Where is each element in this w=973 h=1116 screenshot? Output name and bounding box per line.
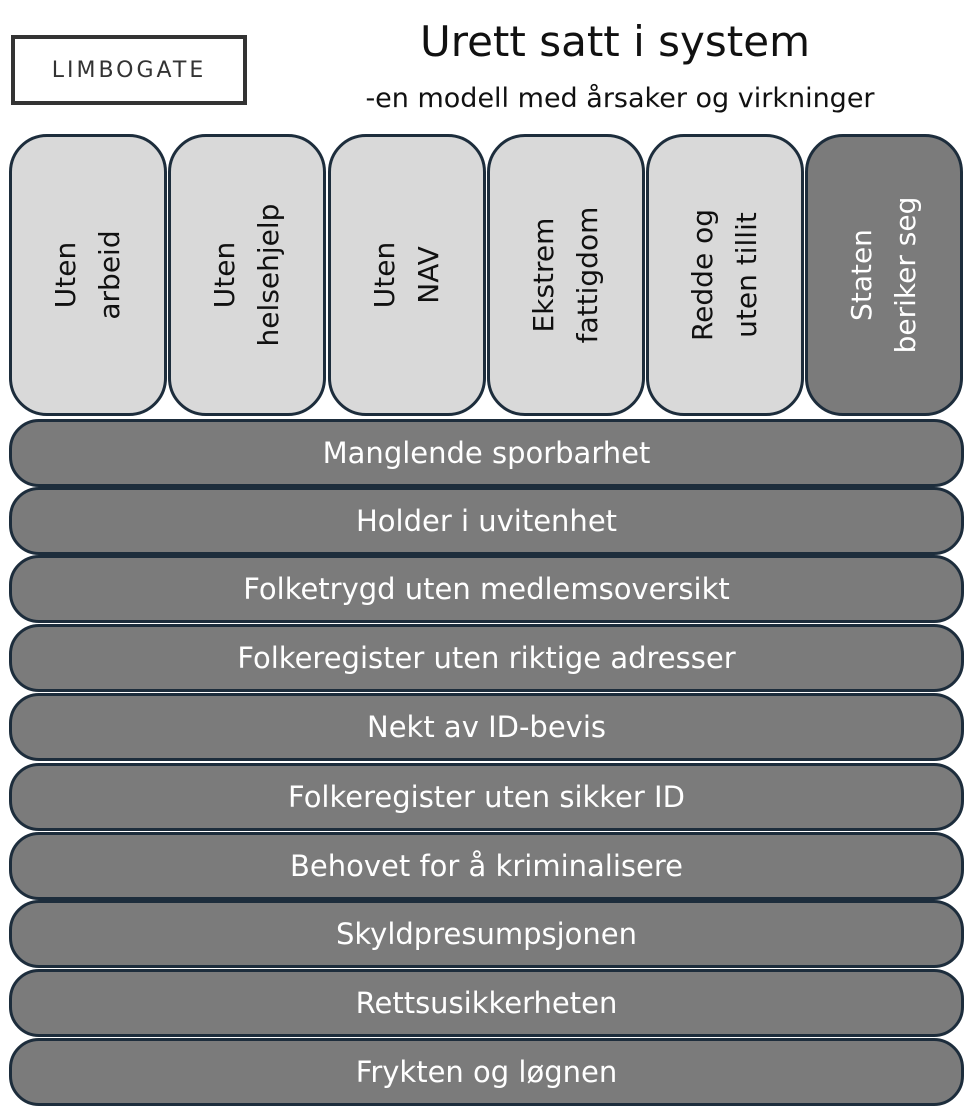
layer-nekt-av-id-bevis: Nekt av ID-bevis (9, 693, 964, 761)
diagram-subtitle: -en modell med årsaker og virkninger (365, 83, 875, 114)
pillar-label-line2: fattigdom (571, 206, 604, 344)
pillar-label-line2: uten tillit (730, 212, 763, 338)
layer-behovet-for-a-kriminalisere: Behovet for å kriminalisere (9, 832, 964, 900)
pillar-label-line1: Staten (845, 229, 878, 321)
layer-frykten-og-lognen: Frykten og løgnen (9, 1038, 964, 1106)
pillar-label-line1: Uten (49, 241, 82, 309)
pillar-label-line1: Uten (368, 241, 401, 309)
layer-manglende-sporbarhet: Manglende sporbarhet (9, 419, 964, 487)
limbogate-logo: LIMBOGATE (11, 35, 247, 105)
layer-skyldpresumpsjonen: Skyldpresumpsjonen (9, 900, 964, 968)
diagram-title: Urett satt i system (420, 17, 810, 66)
layer-folkeregister-uten-sikker-id: Folkeregister uten sikker ID (9, 763, 964, 831)
layer-folketrygd-uten-medlemsoversikt: Folketrygd uten medlemsoversikt (9, 555, 964, 623)
pillar-label-line2: helsehjelp (252, 203, 285, 347)
layer-folkeregister-uten-riktige-adresser: Folkeregister uten riktige adresser (9, 624, 964, 692)
pillar-ekstrem-fattigdom (487, 134, 645, 416)
pillar-redde-og-uten-tillit (646, 134, 804, 416)
pillar-label-line2: arbeid (93, 230, 126, 320)
pillar-uten-arbeid (9, 134, 167, 416)
pillar-label-line2: beriker seg (889, 196, 922, 354)
pillar-uten-nav (328, 134, 486, 416)
pillar-label-line1: Redde og (686, 209, 719, 342)
pillar-uten-helsehjelp (168, 134, 326, 416)
layer-holder-i-uvitenhet: Holder i uvitenhet (9, 487, 964, 555)
pillar-label-line1: Ekstrem (527, 217, 560, 333)
pillar-label-line2: NAV (412, 246, 445, 304)
pillar-staten-beriker-seg (805, 134, 963, 416)
pillar-label-line1: Uten (208, 241, 241, 309)
layer-rettsusikkerheten: Rettsusikkerheten (9, 969, 964, 1037)
